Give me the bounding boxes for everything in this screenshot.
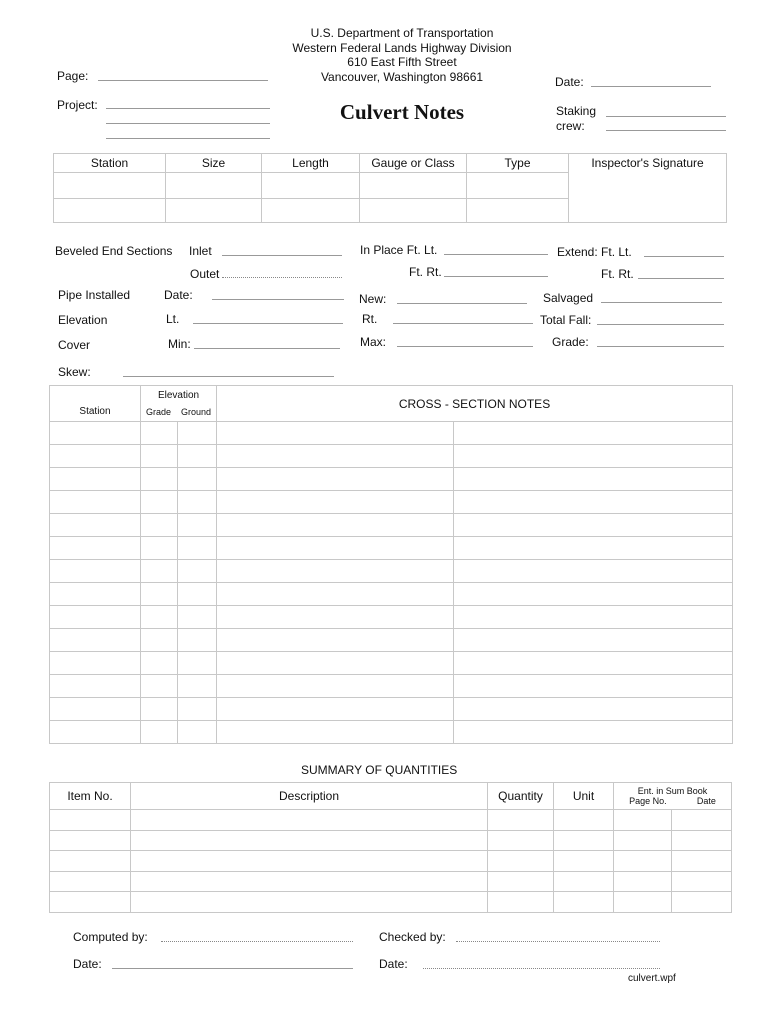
table-cell[interactable]	[454, 606, 733, 629]
sum-header-date: Date	[696, 796, 716, 806]
table-cell[interactable]	[50, 422, 141, 445]
beveled-end-label: Beveled End Sections	[55, 244, 173, 258]
table-cell[interactable]	[141, 514, 178, 537]
cs-header-station: Station	[50, 386, 141, 422]
cross-section-header-row	[50, 386, 733, 422]
table-cell[interactable]	[217, 583, 454, 606]
table-cell[interactable]	[178, 514, 217, 537]
table-cell[interactable]	[50, 583, 141, 606]
computed-date-field[interactable]	[112, 968, 353, 969]
table-cell[interactable]	[217, 629, 454, 652]
table-cell[interactable]	[50, 830, 131, 851]
table-row	[50, 851, 732, 872]
in-place-lt-field[interactable]	[444, 254, 548, 255]
table-row	[50, 871, 732, 892]
total-fall-label: Total Fall:	[540, 313, 592, 327]
agency-line-1: U.S. Department of Transportation	[310, 26, 494, 40]
summary-title: SUMMARY OF QUANTITIES	[301, 763, 458, 777]
summary-header-row	[50, 783, 732, 810]
table-row	[50, 445, 733, 468]
table-cell[interactable]	[672, 851, 732, 872]
table-row	[50, 537, 733, 560]
table-cell[interactable]	[454, 721, 733, 744]
footer-filename: culvert.wpf	[628, 973, 676, 984]
table-cell[interactable]	[50, 606, 141, 629]
checked-date-field[interactable]	[423, 968, 660, 969]
table-cell[interactable]	[554, 810, 614, 831]
page-label: Page:	[57, 69, 89, 83]
table-cell[interactable]	[50, 871, 131, 892]
table-cell[interactable]	[141, 698, 178, 721]
table-cell[interactable]	[454, 560, 733, 583]
summary-body	[50, 810, 732, 913]
table-cell[interactable]	[672, 830, 732, 851]
table-cell[interactable]	[141, 652, 178, 675]
elevation-rt-label: Rt.	[362, 312, 378, 326]
checked-by-field[interactable]	[456, 941, 660, 942]
table-cell[interactable]	[178, 468, 217, 491]
new-label: New:	[359, 292, 387, 306]
table-cell[interactable]	[488, 830, 554, 851]
table-cell[interactable]	[50, 721, 141, 744]
sum-header-page-no: Page No.	[629, 796, 667, 806]
cs-header-grade: Grade	[145, 407, 171, 417]
table-cell[interactable]	[141, 606, 178, 629]
table-cell[interactable]	[141, 537, 178, 560]
date-label: Date:	[555, 75, 584, 89]
table-cell[interactable]	[360, 173, 467, 199]
cross-section-table	[49, 385, 733, 744]
table-cell[interactable]	[50, 892, 131, 913]
salvaged-label: Salvaged	[543, 291, 594, 305]
cs-header-ground: Ground	[180, 407, 212, 417]
table-cell[interactable]	[178, 583, 217, 606]
agency-line-4: Vancouver, Washington 98661	[320, 69, 484, 84]
table-row	[50, 721, 733, 744]
staking-crew-field-2[interactable]	[606, 130, 726, 131]
table-cell[interactable]	[488, 851, 554, 872]
table-cell[interactable]	[141, 445, 178, 468]
extend-rt-field[interactable]	[638, 278, 724, 279]
table-row	[50, 810, 732, 831]
cs-header-elevation: Elevation Grade Ground	[141, 386, 217, 422]
sum-header-unit: Unit	[554, 783, 614, 810]
table-cell[interactable]	[141, 675, 178, 698]
table-cell[interactable]	[454, 491, 733, 514]
table-cell[interactable]	[131, 810, 488, 831]
table-cell[interactable]	[217, 468, 454, 491]
table-cell[interactable]	[50, 675, 141, 698]
total-fall-field[interactable]	[597, 324, 724, 325]
table-cell[interactable]	[141, 491, 178, 514]
grade-label: Grade:	[552, 335, 589, 349]
extend-lt-label: Extend: Ft. Lt.	[557, 245, 632, 259]
elevation-lt-label: Lt.	[166, 312, 180, 326]
table-cell[interactable]	[178, 491, 217, 514]
table-cell[interactable]	[454, 422, 733, 445]
page-field[interactable]	[98, 80, 268, 81]
project-field-line-1[interactable]	[106, 108, 270, 109]
table-cell[interactable]	[454, 583, 733, 606]
table-cell[interactable]	[178, 698, 217, 721]
table-cell[interactable]	[141, 422, 178, 445]
sum-header-description: Description	[131, 783, 488, 810]
col-header-inspector-signature[interactable]: Inspector's Signature	[569, 154, 727, 223]
project-field-line-3[interactable]	[106, 138, 270, 139]
table-cell[interactable]	[50, 491, 141, 514]
table-cell[interactable]	[672, 892, 732, 913]
table-row	[50, 652, 733, 675]
extend-rt-label: Ft. Rt.	[601, 267, 634, 281]
extend-lt-field[interactable]	[644, 256, 724, 257]
outlet-field[interactable]	[222, 277, 342, 278]
elevation-label: Elevation	[58, 313, 108, 327]
col-header-length: Length	[262, 154, 360, 173]
col-header-gauge: Gauge or Class	[360, 154, 467, 173]
table-cell[interactable]	[50, 629, 141, 652]
sum-header-item-no: Item No.	[50, 783, 131, 810]
table-cell[interactable]	[554, 851, 614, 872]
cs-header-notes: CROSS - SECTION NOTES	[217, 386, 733, 422]
table-cell[interactable]	[178, 606, 217, 629]
pipe-date-label: Date:	[164, 288, 193, 302]
pipe-installed-label: Pipe Installed	[58, 288, 131, 302]
table-row	[50, 698, 733, 721]
table-cell[interactable]	[467, 199, 569, 223]
table-cell[interactable]	[54, 199, 166, 223]
table-cell[interactable]	[50, 537, 141, 560]
table-cell[interactable]	[554, 830, 614, 851]
table-cell[interactable]	[614, 892, 672, 913]
table-cell[interactable]	[454, 537, 733, 560]
table-cell[interactable]	[141, 468, 178, 491]
checked-by-label: Checked by:	[379, 930, 446, 944]
table-cell[interactable]	[614, 810, 672, 831]
table-cell[interactable]	[672, 810, 732, 831]
checked-date-label: Date:	[379, 957, 408, 971]
elevation-rt-field[interactable]	[393, 323, 533, 324]
computed-by-field[interactable]	[161, 941, 353, 942]
table-cell[interactable]	[50, 851, 131, 872]
agency-line-2: Western Federal Lands Highway Division	[292, 40, 512, 55]
computed-date-label: Date:	[73, 957, 102, 971]
table-cell[interactable]	[178, 652, 217, 675]
outlet-label: Outet	[190, 267, 220, 281]
inlet-label: Inlet	[189, 244, 212, 258]
pipe-date-field[interactable]	[212, 299, 344, 300]
table-cell[interactable]	[217, 721, 454, 744]
skew-field[interactable]	[123, 376, 334, 377]
cover-min-label: Min:	[168, 337, 191, 351]
grade-field[interactable]	[597, 346, 724, 347]
table-cell[interactable]	[178, 560, 217, 583]
table-cell[interactable]	[50, 468, 141, 491]
crew-label: crew:	[556, 119, 585, 133]
table-cell[interactable]	[178, 537, 217, 560]
table-cell[interactable]	[454, 445, 733, 468]
agency-line-3: 610 East Fifth Street	[347, 55, 457, 69]
date-field[interactable]	[591, 86, 711, 87]
table-cell[interactable]	[178, 629, 217, 652]
table-cell[interactable]	[262, 199, 360, 223]
culvert-summary-table	[53, 153, 727, 223]
table-cell[interactable]	[217, 698, 454, 721]
table-cell[interactable]	[131, 830, 488, 851]
table-cell[interactable]	[217, 422, 454, 445]
skew-label: Skew:	[58, 365, 91, 379]
table-cell[interactable]	[217, 606, 454, 629]
table-cell[interactable]	[614, 830, 672, 851]
table-cell[interactable]	[467, 173, 569, 199]
table-row	[50, 606, 733, 629]
table-cell[interactable]	[178, 721, 217, 744]
col-header-station: Station	[54, 154, 166, 173]
sum-header-ent-sum-book: Ent. in Sum Book Page No. Date	[614, 783, 732, 810]
table-cell[interactable]	[672, 871, 732, 892]
in-place-rt-label: Ft. Rt.	[409, 265, 442, 279]
table-cell[interactable]	[454, 468, 733, 491]
sum-header-quantity: Quantity	[488, 783, 554, 810]
project-label: Project:	[57, 98, 98, 112]
cover-max-field[interactable]	[397, 346, 533, 347]
table-cell[interactable]	[614, 871, 672, 892]
table-cell[interactable]	[141, 629, 178, 652]
table-cell[interactable]	[488, 892, 554, 913]
table-cell[interactable]	[50, 560, 141, 583]
table-cell[interactable]	[217, 560, 454, 583]
table-cell[interactable]	[50, 514, 141, 537]
table-cell[interactable]	[217, 514, 454, 537]
col-header-type: Type	[467, 154, 569, 173]
table-row	[50, 583, 733, 606]
table-cell[interactable]	[166, 173, 262, 199]
table-row	[50, 491, 733, 514]
table-cell[interactable]	[166, 199, 262, 223]
table-row	[50, 675, 733, 698]
table-cell[interactable]	[141, 560, 178, 583]
table-cell[interactable]	[131, 851, 488, 872]
table-row	[50, 468, 733, 491]
table-cell[interactable]	[50, 652, 141, 675]
table-cell[interactable]	[217, 491, 454, 514]
table-cell[interactable]	[178, 445, 217, 468]
elevation-lt-field[interactable]	[193, 323, 343, 324]
table-cell[interactable]	[454, 675, 733, 698]
col-header-size: Size	[166, 154, 262, 173]
table-cell[interactable]	[217, 445, 454, 468]
table-cell[interactable]	[454, 514, 733, 537]
staking-label: Staking	[556, 104, 597, 118]
table-cell[interactable]	[360, 199, 467, 223]
table-cell[interactable]	[217, 537, 454, 560]
cover-max-label: Max:	[360, 335, 387, 349]
cover-label: Cover	[58, 338, 91, 352]
table-cell[interactable]	[178, 422, 217, 445]
table-cell[interactable]	[50, 698, 141, 721]
table-row	[50, 892, 732, 913]
table-cell[interactable]	[262, 173, 360, 199]
form-title: Culvert Notes	[339, 100, 465, 124]
table-cell[interactable]	[141, 721, 178, 744]
table-cell[interactable]	[614, 851, 672, 872]
table-cell[interactable]	[454, 652, 733, 675]
table-row	[50, 830, 732, 851]
cover-min-field[interactable]	[194, 348, 340, 349]
table-cell[interactable]	[50, 810, 131, 831]
table-row	[50, 422, 733, 445]
table-cell[interactable]	[488, 810, 554, 831]
table-cell[interactable]	[131, 892, 488, 913]
table-cell[interactable]	[488, 871, 554, 892]
table-row	[50, 629, 733, 652]
table-cell[interactable]	[178, 675, 217, 698]
table-cell[interactable]	[50, 445, 141, 468]
table-cell[interactable]	[54, 173, 166, 199]
table-cell[interactable]	[131, 871, 488, 892]
inlet-field[interactable]	[222, 255, 342, 256]
new-field[interactable]	[397, 303, 527, 304]
summary-table	[49, 782, 732, 913]
table-cell[interactable]	[554, 892, 614, 913]
table-cell[interactable]	[141, 583, 178, 606]
table-cell[interactable]	[217, 652, 454, 675]
table-cell[interactable]	[454, 698, 733, 721]
staking-crew-field-1[interactable]	[606, 116, 726, 117]
table-row	[50, 560, 733, 583]
salvaged-field[interactable]	[601, 302, 722, 303]
table-cell[interactable]	[217, 675, 454, 698]
project-field-line-2[interactable]	[106, 123, 270, 124]
in-place-lt-label: In Place Ft. Lt.	[360, 243, 438, 257]
table-cell[interactable]	[454, 629, 733, 652]
table-row	[50, 514, 733, 537]
table-header-row	[54, 154, 727, 173]
agency-header	[252, 26, 552, 84]
cross-section-body	[50, 422, 733, 744]
table-cell[interactable]	[554, 871, 614, 892]
in-place-rt-field[interactable]	[444, 276, 548, 277]
computed-by-label: Computed by:	[73, 930, 148, 944]
